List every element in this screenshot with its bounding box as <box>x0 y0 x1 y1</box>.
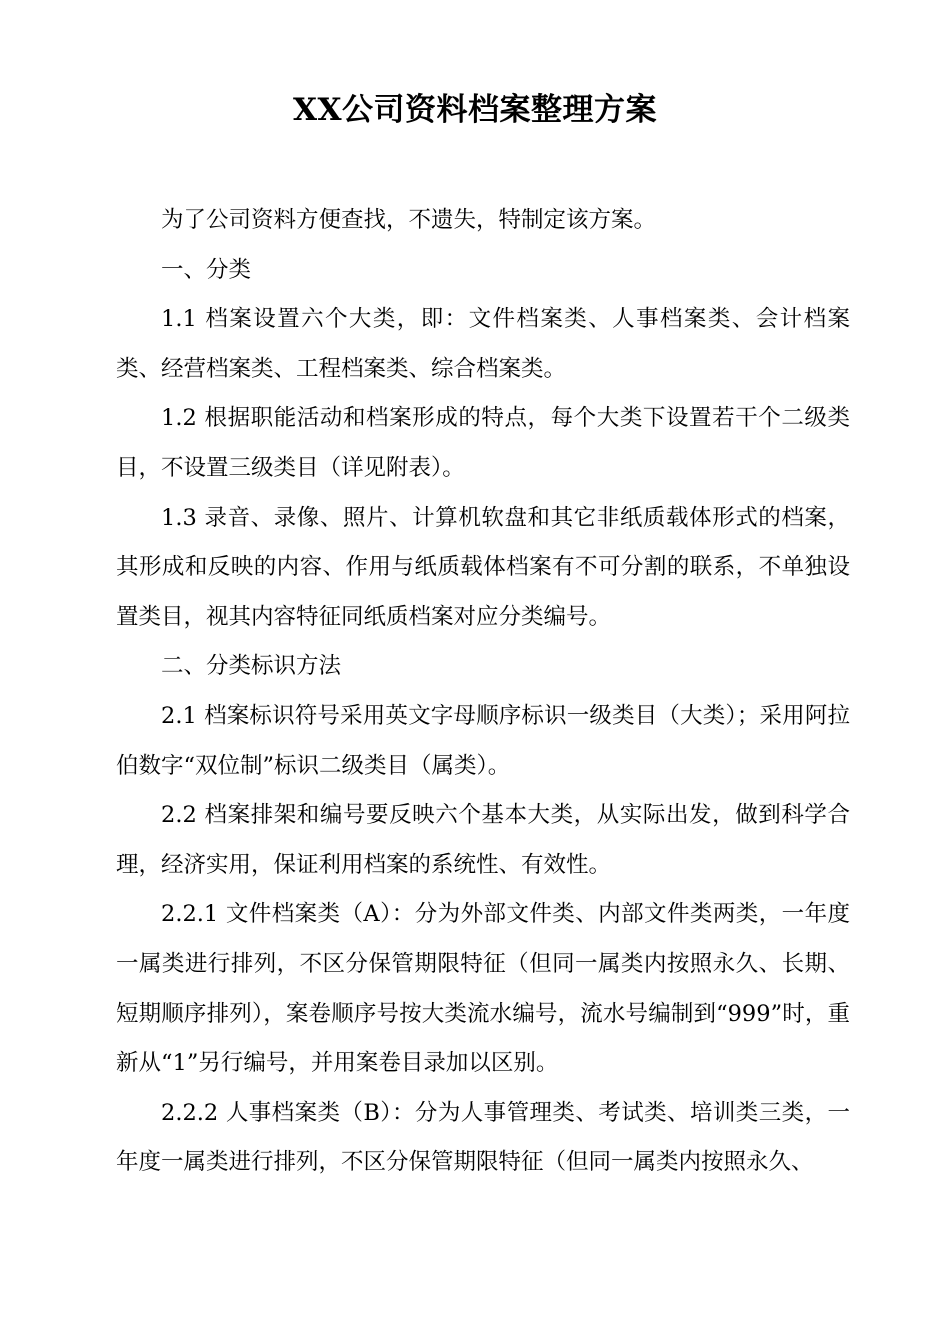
paragraph-1-3: 1.3 录音、录像、照片、计算机软盘和其它非纸质载体形式的档案，其形成和反映的内容、作用与纸质载体档案有不可分割的联系，不单独设置类目，视其内容特征同纸质档案对应分类编号。 <box>116 504 850 630</box>
paragraph-intro: 为了公司资料方便查找，不遗失，特制定该方案。 <box>161 207 657 233</box>
paragraph-2-2: 2.2 档案排架和编号要反映六个基本大类，从实际出发，做到科学合理，经济实用，保证利用档案的系统性、有效性。 <box>116 802 850 878</box>
section-heading-classification: 一、分类 <box>161 256 252 283</box>
section-heading-identification: 二、分类标识方法 <box>161 653 342 680</box>
paragraph-2-1: 2.1 档案标识符号采用英文字母顺序标识一级类目（大类）；采用阿拉伯数字“双位制”标识二级类目（属类）。 <box>116 702 850 779</box>
document-body <box>116 196 850 1188</box>
paragraph-2-2-2: 2.2.2 人事档案类（B）：分为人事管理类、考试类、培训类三类，一年度一属类进行排列，不区分保管期限特征（但同一属类内按照永久、 <box>116 1099 850 1176</box>
document-title: XX公司资料档案整理方案 <box>292 92 658 128</box>
paragraph-1-1: 1.1 档案设置六个大类，即：文件档案类、人事档案类、会计档案类、经营档案类、工程档案类、综合档案类。 <box>116 306 850 382</box>
paragraph-2-2-1: 2.2.1 文件档案类（A）：分为外部文件类、内部文件类两类，一年度一属类进行排列，不区分保管期限特征（但同一属类内按照永久、长期、短期顺序排列），案卷顺序号按大类流水编号，流水号编制到“999”时，重新从“1”另行编号，并用案卷目录加以区别。 <box>116 901 850 1077</box>
paragraph-1-2: 1.2 根据职能活动和档案形成的特点，每个大类下设置若干个二级类目，不设置三级类目（详见附表）。 <box>116 405 850 481</box>
